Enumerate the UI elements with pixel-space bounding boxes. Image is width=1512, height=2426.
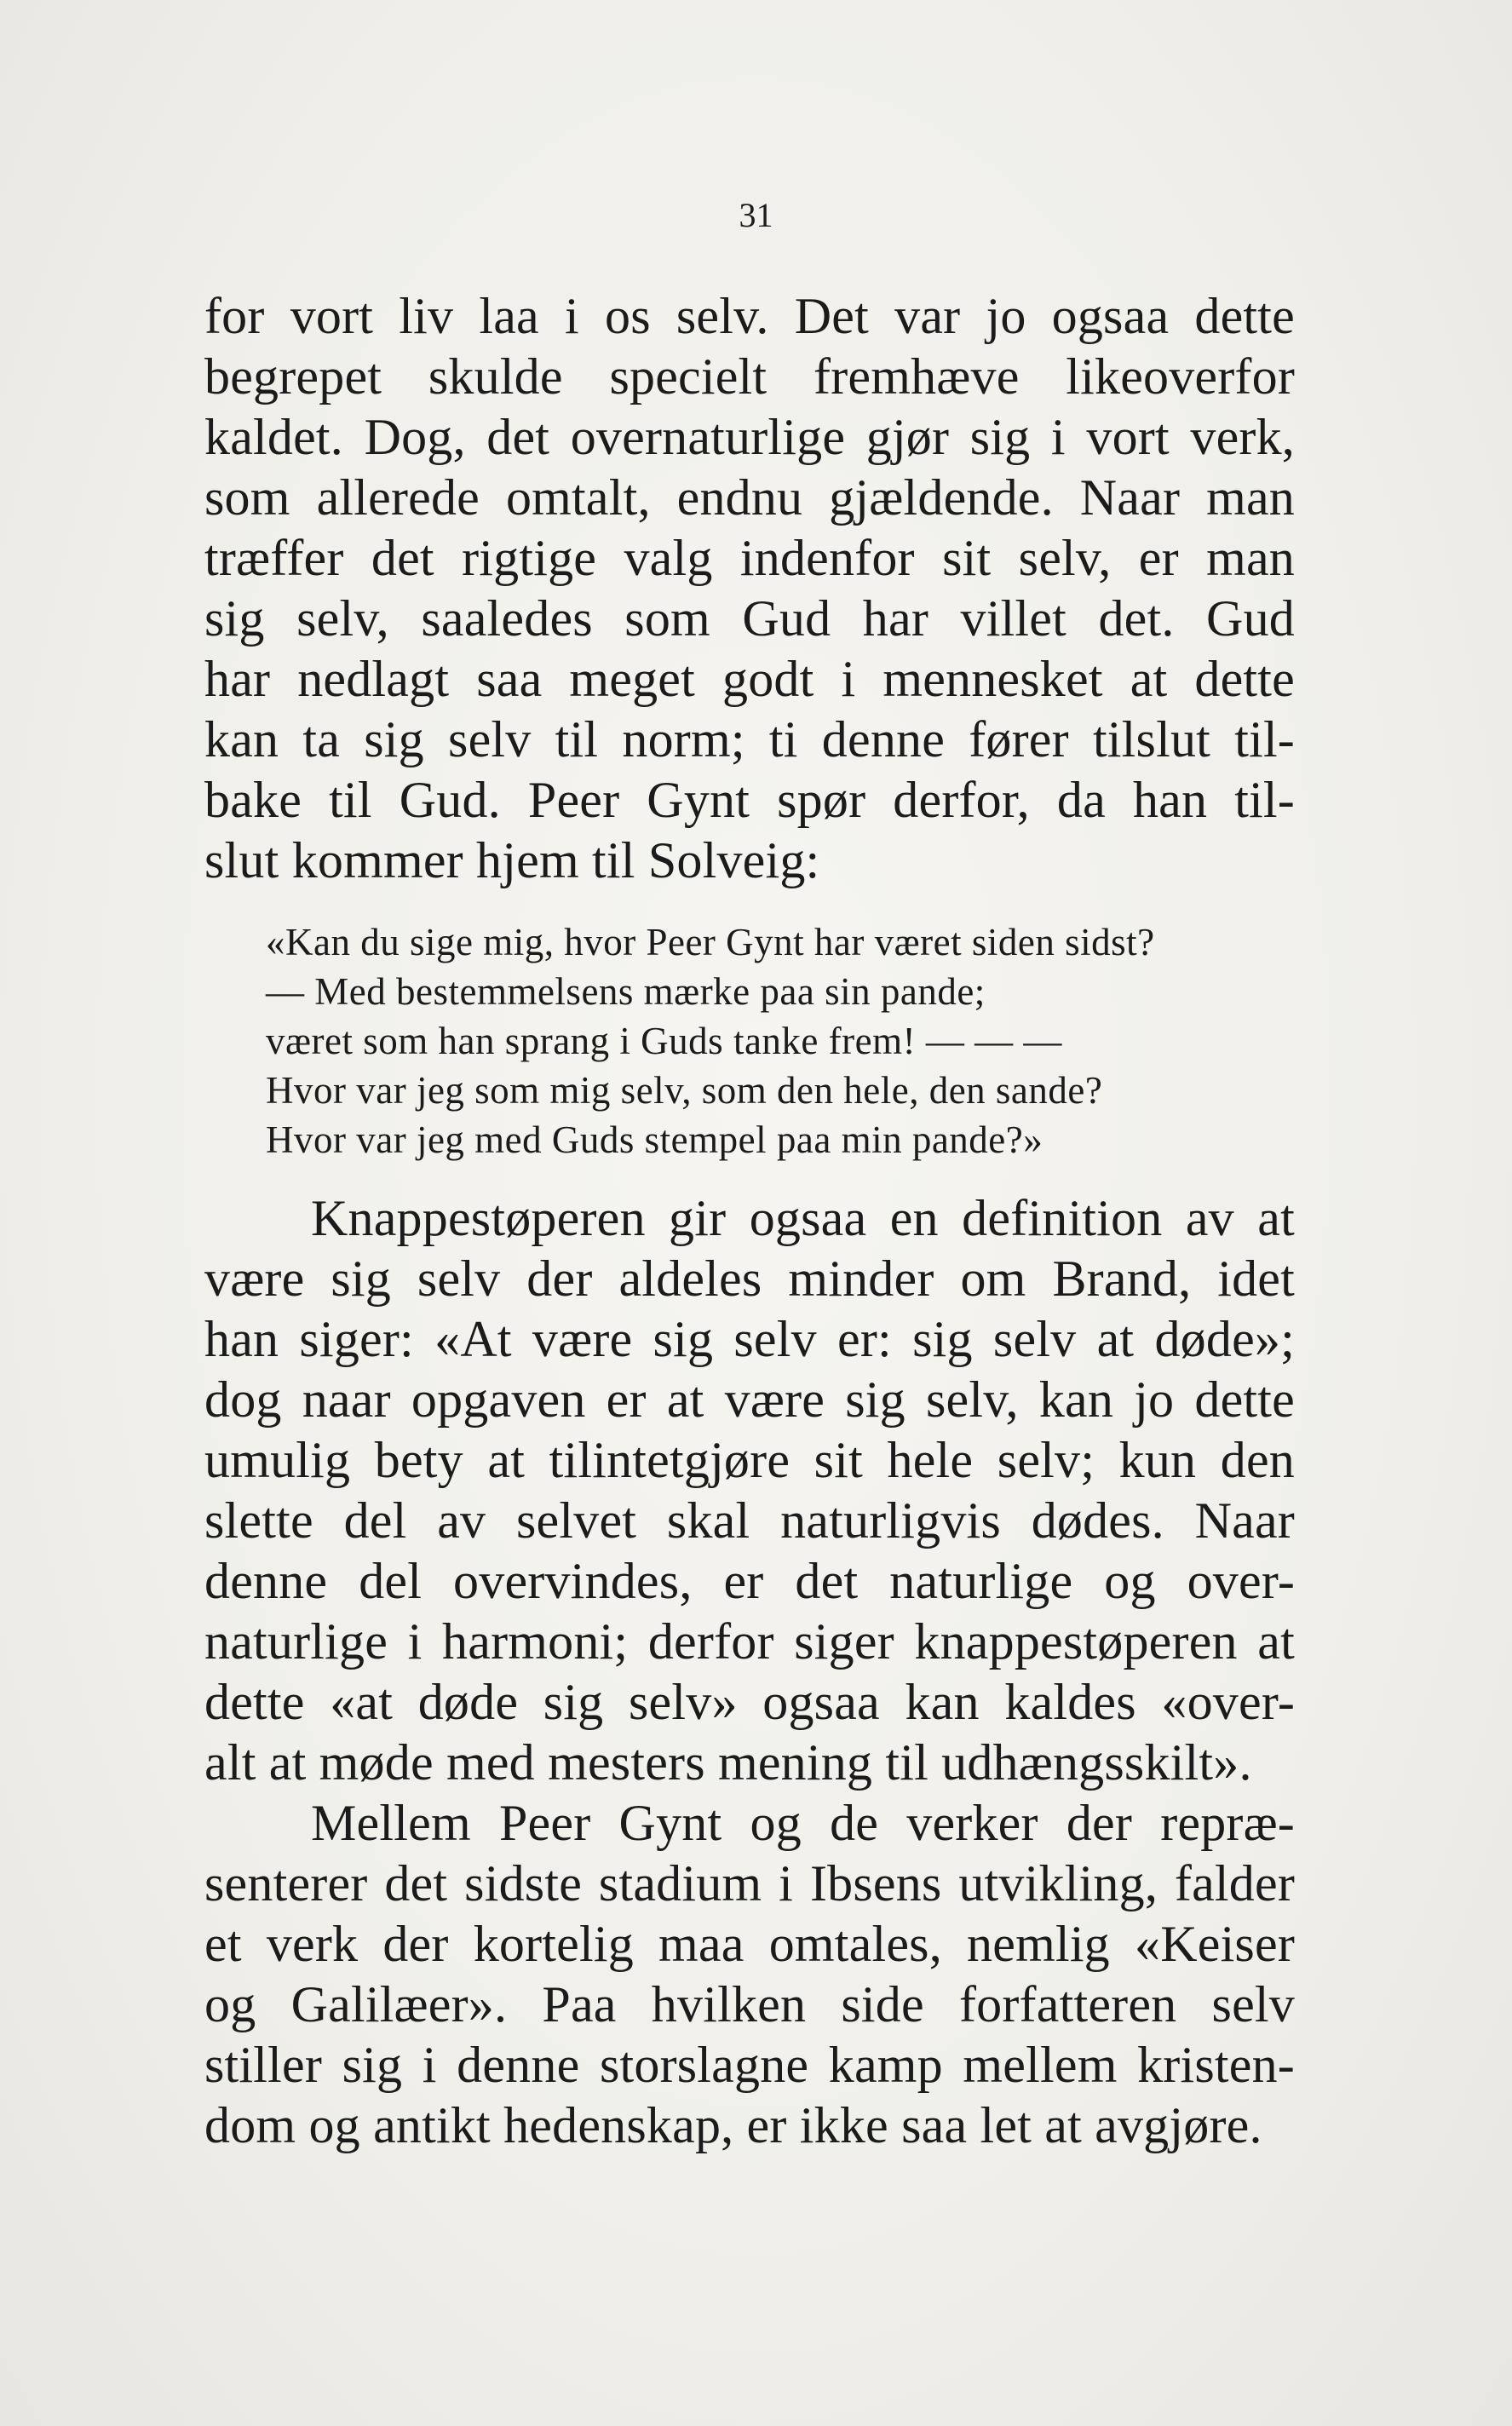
text-line: kaldet. Dog, det overnaturlige gjør sig i vort verk, <box>204 409 1295 465</box>
text-line: dom og antikt hedenskap, er ikke saa let at avgjøre. <box>204 2097 1262 2153</box>
text-line: Mellem Peer Gynt og de verker der repræ- <box>311 1795 1295 1851</box>
paragraph-2 <box>204 1188 1295 1793</box>
text-line: senterer det sidste stadium i Ibsens utvikling, falder <box>204 1855 1295 1911</box>
text-line: sig selv, saaledes som Gud har villet det. Gud <box>204 590 1295 647</box>
text-line: dette «at døde sig selv» ogsaa kan kaldes «over- <box>204 1674 1295 1730</box>
text-line: bake til Gud. Peer Gynt spør derfor, da han til- <box>204 772 1295 828</box>
text-line: har nedlagt saa meget godt i mennesket at dette <box>204 651 1295 707</box>
text-line: slut kommer hjem til Solveig: <box>204 832 820 888</box>
text-line: et verk der kortelig maa omtales, nemlig «Keiser <box>204 1916 1295 1972</box>
text-line: han siger: «At være sig selv er: sig selv at døde»; <box>204 1311 1295 1367</box>
paragraph-3 <box>204 1793 1295 2156</box>
text-line: denne del overvindes, er det naturlige og over- <box>204 1553 1295 1609</box>
text-line: Knappestøperen gir ogsaa en definition av at <box>311 1190 1295 1246</box>
text-line: som allerede omtalt, endnu gjældende. Naar man <box>204 469 1295 526</box>
text-line: og Galilæer». Paa hvilken side forfatteren selv <box>204 1976 1295 2032</box>
text-line: naturlige i harmoni; derfor siger knappestøperen at <box>204 1613 1295 1670</box>
text-line: begrepet skulde specielt fremhæve likeoverfor <box>204 348 1295 405</box>
text-line: kan ta sig selv til norm; ti denne fører tilslut til- <box>204 711 1295 767</box>
verse-line: «Kan du sige mig, hvor Peer Gynt har været siden sidst? <box>266 921 1155 963</box>
text-line: dog naar opgaven er at være sig selv, kan jo dette <box>204 1371 1295 1428</box>
verse-quote <box>266 917 1296 1164</box>
verse-line: — Med bestemmelsens mærke paa sin pande; <box>266 970 986 1013</box>
verse-line: været som han sprang i Guds tanke frem! — — — <box>266 1020 1062 1062</box>
text-line: alt at møde med mesters mening til udhængsskilt». <box>204 1734 1252 1791</box>
text-line: umulig bety at tilintetgjøre sit hele selv; kun den <box>204 1432 1295 1488</box>
verse-line: Hvor var jeg som mig selv, som den hele, den sande? <box>266 1069 1103 1112</box>
text-line: for vort liv laa i os selv. Det var jo ogsaa dette <box>204 288 1295 344</box>
text-line: være sig selv der aldeles minder om Brand, idet <box>204 1250 1295 1307</box>
page-number: 31 <box>739 196 773 234</box>
text-line: stiller sig i denne storslagne kamp mellem kristen- <box>204 2037 1295 2093</box>
paragraph-1 <box>204 286 1295 891</box>
verse-line: Hvor var jeg med Guds stempel paa min pande?» <box>266 1118 1043 1161</box>
text-line: slette del av selvet skal naturligvis dødes. Naar <box>204 1492 1295 1549</box>
text-line: træffer det rigtige valg indenfor sit selv, er man <box>204 530 1295 586</box>
